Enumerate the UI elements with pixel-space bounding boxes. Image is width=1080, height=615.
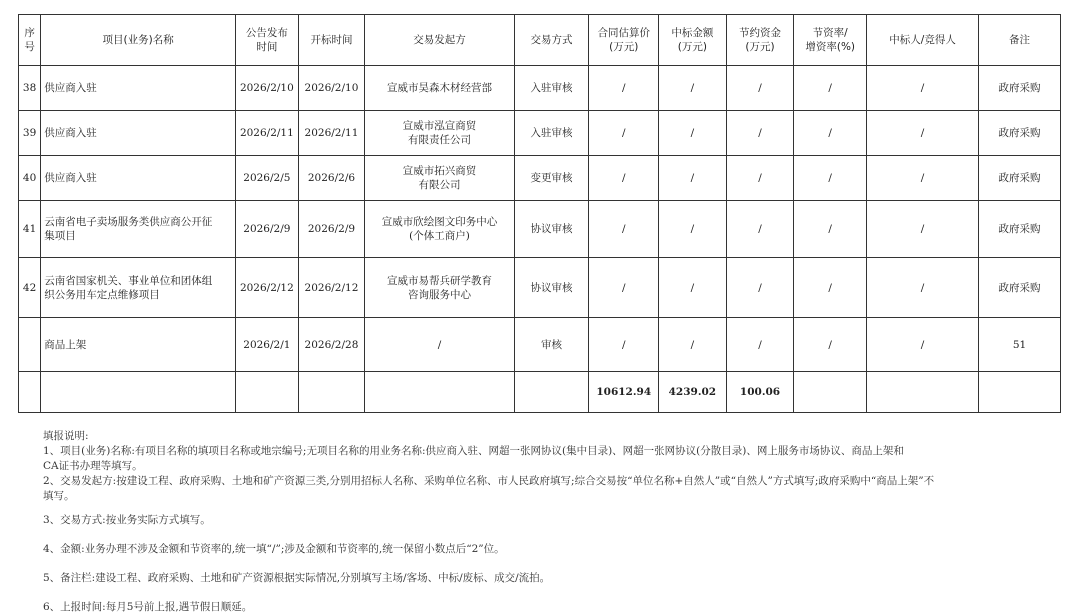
cell-name: 供应商入驻 [41,111,236,156]
cell-no: 38 [19,66,41,111]
cell-no: 41 [19,201,41,258]
cell-estimate: / [589,318,659,372]
cell-name: 云南省电子卖场服务类供应商公开征 集项目 [41,201,236,258]
cell-winner: / [867,156,979,201]
cell-name: 云南省国家机关、事业单位和团体组 织公务用车定点维修项目 [41,258,236,318]
cell-bid: / [659,111,727,156]
table-row [19,258,1061,318]
cell-method: 变更审核 [514,156,589,201]
note-2-line-2: 填写。 [43,490,75,502]
cell-winner: / [867,258,979,318]
cell-empty [794,372,867,413]
cell-winner: / [867,66,979,111]
table-row [19,111,1061,156]
note-3: 3、交易方式:按业务实际方式填写。 [43,514,211,526]
table-row [19,201,1061,258]
cell-empty [979,372,1061,413]
header-bid: 中标金额 (万元) [659,15,727,66]
cell-bid: / [659,66,727,111]
cell-remark: 政府采购 [979,156,1061,201]
cell-empty [365,372,514,413]
header-open-time: 开标时间 [298,15,365,66]
cell-remark: 政府采购 [979,111,1061,156]
transaction-table [18,14,1061,413]
cell-bid: / [659,156,727,201]
cell-saving: / [726,201,794,258]
cell-empty [514,372,589,413]
cell-announce: 2026/2/10 [236,66,299,111]
table-row [19,156,1061,201]
cell-announce: 2026/2/5 [236,156,299,201]
cell-saving: / [726,66,794,111]
header-estimate: 合同估算价 (万元) [589,15,659,66]
note-4: 4、金额:业务办理不涉及金额和节资率的,统一填“/”;涉及金额和节资率的,统一保留小数点后“2”位。 [43,543,505,555]
cell-open: 2026/2/28 [298,318,365,372]
note-1-line-1: 1、项目(业务)名称:有项目名称的填项目名称或地宗编号;无项目名称的用业务名称:供应商入驻、网超一张网协议(集中目录)、网超一张网协议(分散目录)、网上服务市场协议、商品上架和 [43,445,904,457]
note-5: 5、备注栏:建设工程、政府采购、土地和矿产资源根据实际情况,分别填写主场/客场、中标/废标、成交/流拍。 [43,572,551,584]
filling-instructions [43,429,1063,615]
cell-estimate: / [589,258,659,318]
cell-no: 40 [19,156,41,201]
note-1-line-2: CA证书办理等填写。 [43,460,143,472]
cell-rate: / [794,201,867,258]
note-6: 6、上报时间:每月5号前上报,遇节假日顺延。 [43,601,253,613]
cell-initiator: / [365,318,514,372]
cell-empty [298,372,365,413]
cell-method: 审核 [514,318,589,372]
cell-estimate: / [589,66,659,111]
cell-empty [19,372,41,413]
cell-initiator: 宣威市易帮兵研学教育 咨询服务中心 [365,258,514,318]
cell-remark: 政府采购 [979,201,1061,258]
cell-no: 39 [19,111,41,156]
cell-remark: 51 [979,318,1061,372]
header-rate: 节资率/ 增资率(%) [794,15,867,66]
table-row [19,66,1061,111]
cell-no: 42 [19,258,41,318]
cell-winner: / [867,201,979,258]
cell-estimate: / [589,156,659,201]
cell-initiator: 宣威市欣绘图文印务中心 (个体工商户) [365,201,514,258]
cell-open: 2026/2/11 [298,111,365,156]
cell-announce: 2026/2/12 [236,258,299,318]
cell-name: 商品上架 [41,318,236,372]
cell-method: 入驻审核 [514,66,589,111]
header-initiator: 交易发起方 [365,15,514,66]
cell-method: 入驻审核 [514,111,589,156]
cell-initiator: 宣威市拓兴商贸 有限公司 [365,156,514,201]
cell-estimate: / [589,201,659,258]
cell-winner: / [867,111,979,156]
cell-saving: / [726,258,794,318]
notes-title: 填报说明: [43,430,89,442]
cell-bid: / [659,201,727,258]
header-remark: 备注 [979,15,1061,66]
header-saving: 节约资金 (万元) [726,15,794,66]
totals-row [19,372,1061,413]
cell-rate: / [794,66,867,111]
cell-saving: / [726,156,794,201]
header-method: 交易方式 [514,15,589,66]
cell-estimate: / [589,111,659,156]
cell-name: 供应商入驻 [41,156,236,201]
cell-open: 2026/2/10 [298,66,365,111]
header-winner: 中标人/竞得人 [867,15,979,66]
header-row [19,15,1061,66]
cell-saving: / [726,111,794,156]
cell-announce: 2026/2/1 [236,318,299,372]
header-no: 序 号 [19,15,41,66]
cell-initiator: 宣威市泓宣商贸 有限责任公司 [365,111,514,156]
header-name: 项目(业务)名称 [41,15,236,66]
cell-open: 2026/2/9 [298,201,365,258]
cell-remark: 政府采购 [979,258,1061,318]
cell-rate: / [794,111,867,156]
cell-announce: 2026/2/11 [236,111,299,156]
cell-announce: 2026/2/9 [236,201,299,258]
cell-name: 供应商入驻 [41,66,236,111]
cell-empty [867,372,979,413]
cell-initiator: 宣威市昊森木材经营部 [365,66,514,111]
cell-saving: / [726,318,794,372]
cell-empty [41,372,236,413]
cell-rate: / [794,156,867,201]
total-saving: 100.06 [726,372,794,413]
cell-rate: / [794,258,867,318]
table-row [19,318,1061,372]
cell-open: 2026/2/12 [298,258,365,318]
total-estimate: 10612.94 [589,372,659,413]
total-bid: 4239.02 [659,372,727,413]
cell-no [19,318,41,372]
cell-empty [236,372,299,413]
cell-open: 2026/2/6 [298,156,365,201]
note-2-line-1: 2、交易发起方:按建设工程、政府采购、土地和矿产资源三类,分别用招标人名称、采购单位名称、市人民政府填写;综合交易按“单位名称+自然人”或“自然人”方式填写;政府采购中“商品上架”不 [43,475,935,487]
header-announce-time: 公告发布 时间 [236,15,299,66]
cell-bid: / [659,318,727,372]
cell-rate: / [794,318,867,372]
cell-remark: 政府采购 [979,66,1061,111]
cell-method: 协议审核 [514,201,589,258]
cell-method: 协议审核 [514,258,589,318]
cell-bid: / [659,258,727,318]
cell-winner: / [867,318,979,372]
